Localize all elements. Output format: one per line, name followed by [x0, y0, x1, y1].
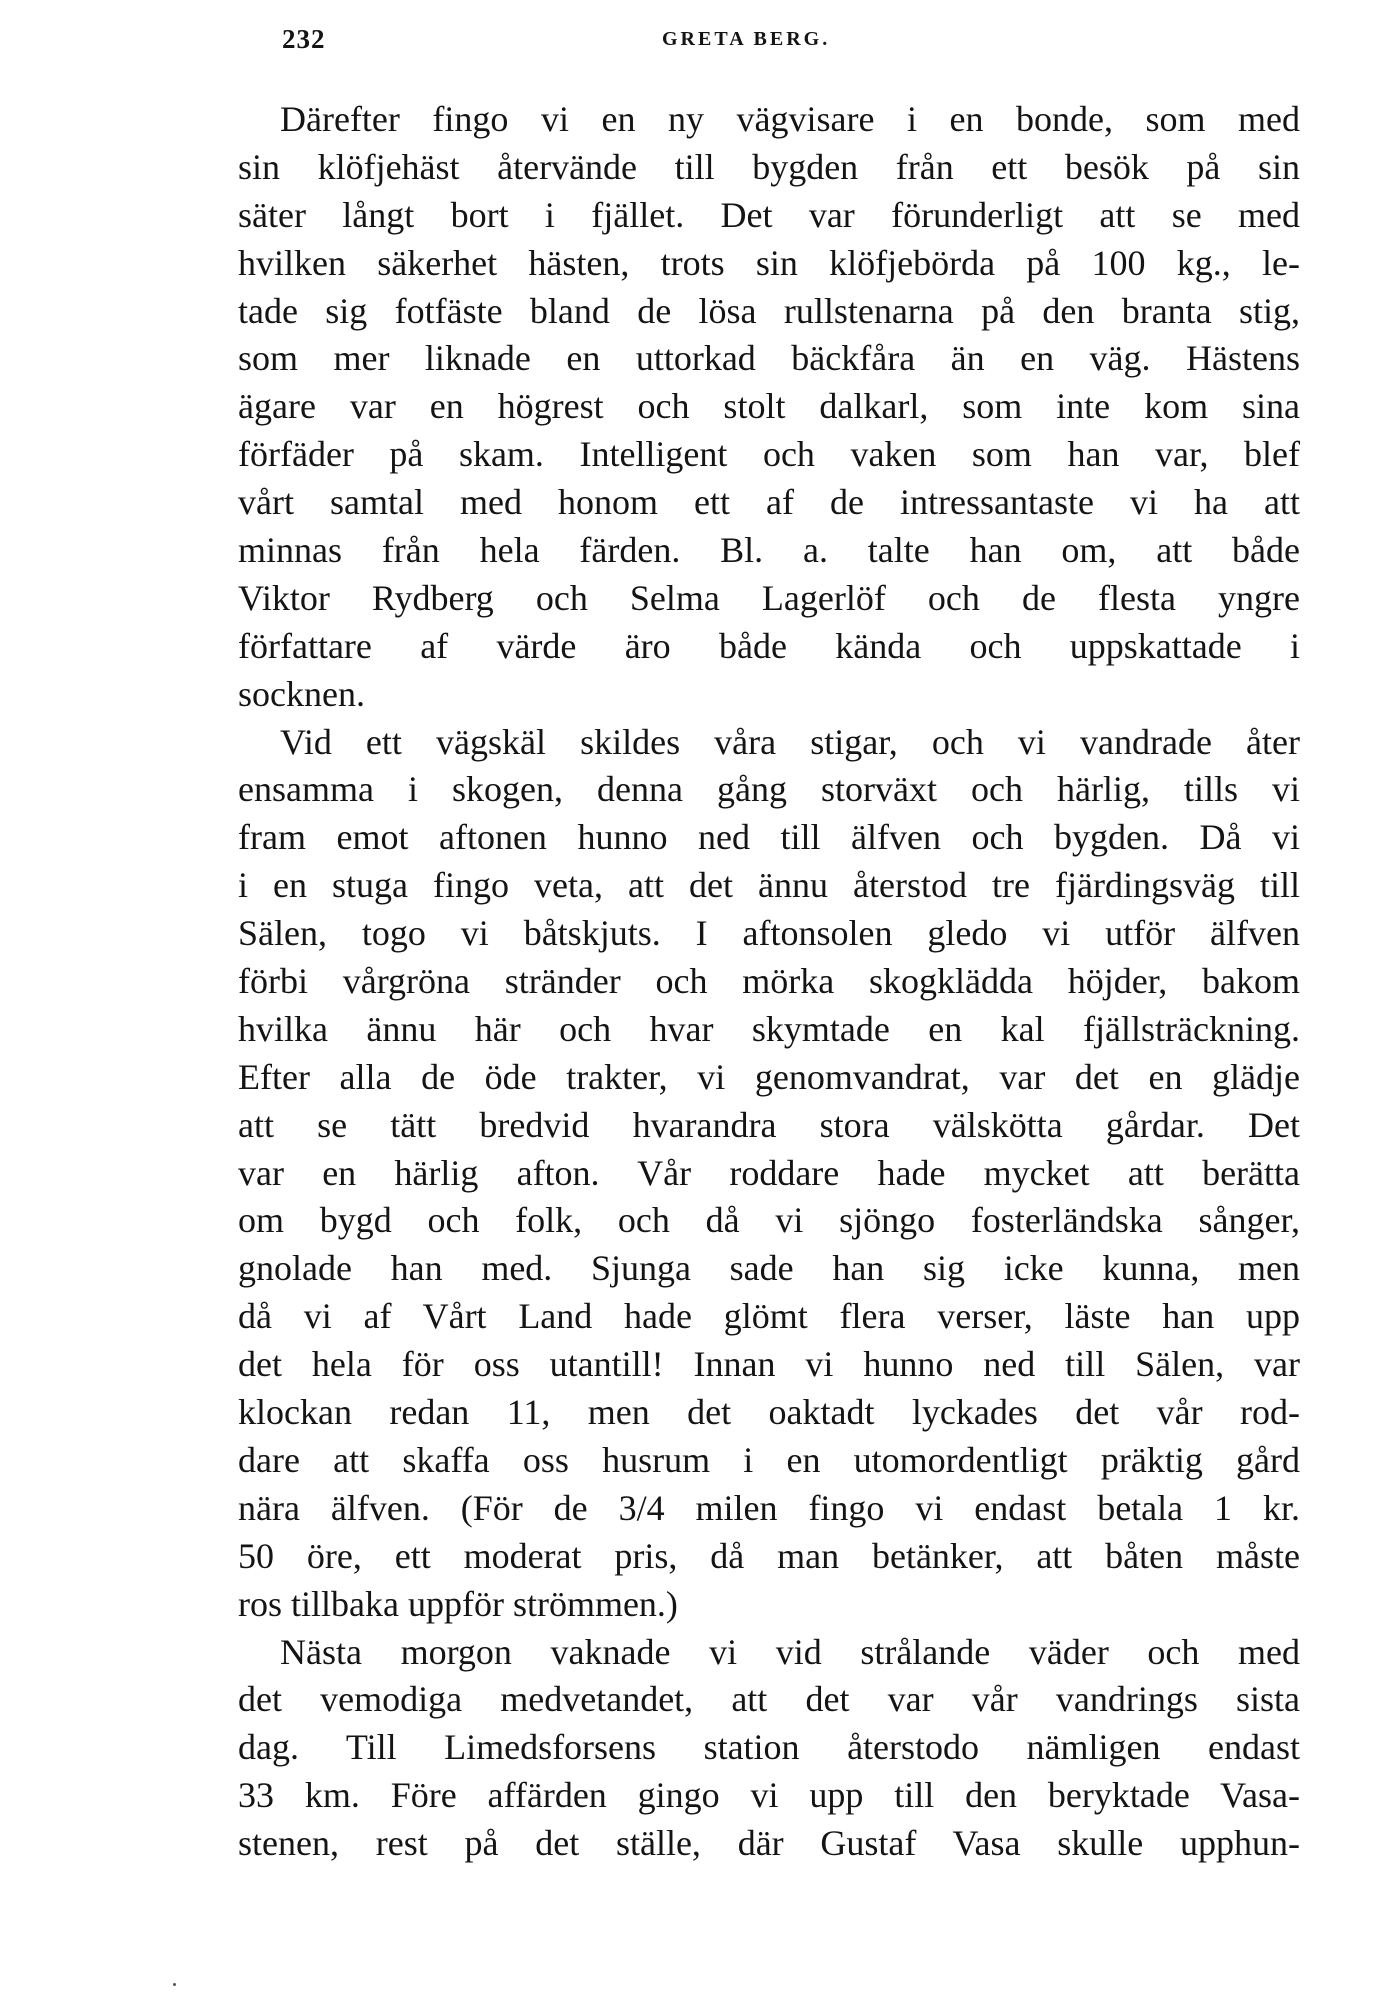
text-line: minnas från hela färden. Bl. a. talte han om, att både — [238, 530, 1300, 571]
text-line: i en stuga fingo veta, att det ännu återstod tre fjärdingsväg till — [238, 865, 1300, 906]
text-line: Nästa morgon vaknade vi vid strålande väder och med — [280, 1631, 1300, 1672]
text-line: dag. Till Limedsforsens station återstodo nämligen endast — [238, 1727, 1300, 1768]
text-line: 33 km. Före affärden gingo vi upp till den beryktade Vasa- — [238, 1775, 1300, 1816]
body-text — [238, 96, 1300, 1868]
text-line: förbi vårgröna stränder och mörka skogklädda höjder, bakom — [238, 961, 1300, 1002]
running-title: GRETA BERG. — [662, 28, 831, 50]
text-line: att se tätt bredvid hvarandra stora välskötta gårdar. Det — [238, 1104, 1300, 1145]
text-line: klockan redan 11, men det oaktadt lyckades det vår rod- — [238, 1392, 1300, 1433]
text-line: var en härlig afton. Vår roddare hade mycket att berätta — [238, 1152, 1300, 1193]
text-line: ägare var en högrest och stolt dalkarl, som inte kom sina — [238, 386, 1300, 427]
running-head — [282, 24, 1297, 64]
text-line: stenen, rest på det ställe, där Gustaf Vasa skulle upphun- — [238, 1823, 1300, 1864]
text-line: ros tillbaka uppför strömmen.) — [238, 1583, 678, 1624]
text-line: säter långt bort i fjället. Det var förunderligt att se med — [238, 194, 1300, 235]
text-line: det hela för oss utantill! Innan vi hunno ned till Sälen, var — [238, 1344, 1300, 1385]
text-line: 50 öre, ett moderat pris, då man betänker, att båten måste — [238, 1535, 1300, 1576]
text-line: hvilken säkerhet hästen, trots sin klöfjebörda på 100 kg., le- — [238, 242, 1300, 283]
text-line: Viktor Rydberg och Selma Lagerlöf och de flesta yngre — [238, 577, 1300, 618]
text-line: gnolade han med. Sjunga sade han sig icke kunna, men — [238, 1248, 1300, 1289]
text-line: ensamma i skogen, denna gång storväxt och härlig, tills vi — [238, 769, 1300, 810]
text-line: socknen. — [238, 673, 365, 714]
text-line: som mer liknade en uttorkad bäckfåra än en väg. Hästens — [238, 338, 1300, 379]
text-line: det vemodiga medvetandet, att det var vår vandrings sista — [238, 1679, 1300, 1720]
stray-ink-dot — [173, 1983, 176, 1986]
text-line: Sälen, togo vi båtskjuts. I aftonsolen gledo vi utför älfven — [238, 913, 1300, 954]
text-line: Vid ett vägskäl skildes våra stigar, och vi vandrade åter — [280, 721, 1300, 762]
text-line: författare af värde äro både kända och uppskattade i — [238, 625, 1300, 666]
page-number: 232 — [282, 24, 326, 54]
text-line: dare att skaffa oss husrum i en utomordentligt präktig gård — [238, 1439, 1300, 1480]
text-line: då vi af Vårt Land hade glömt flera verser, läste han upp — [238, 1296, 1300, 1337]
text-line: förfäder på skam. Intelligent och vaken som han var, blef — [238, 434, 1300, 475]
text-line: Efter alla de öde trakter, vi genomvandrat, var det en glädje — [238, 1056, 1300, 1097]
text-line: fram emot aftonen hunno ned till älfven och bygden. Då vi — [238, 817, 1300, 858]
text-line: Därefter fingo vi en ny vägvisare i en bonde, som med — [280, 99, 1300, 139]
text-line: hvilka ännu här och hvar skymtade en kal fjällsträckning. — [238, 1008, 1300, 1049]
text-line: vårt samtal med honom ett af de intressantaste vi ha att — [238, 482, 1300, 523]
text-line: sin klöfjehäst återvände till bygden från ett besök på sin — [238, 146, 1300, 187]
text-line: tade sig fotfäste bland de lösa rullstenarna på den branta stig, — [238, 290, 1300, 331]
text-line: om bygd och folk, och då vi sjöngo fosterländska sånger, — [238, 1200, 1300, 1241]
text-line: nära älfven. (För de 3/4 milen fingo vi endast betala 1 kr. — [238, 1487, 1300, 1528]
